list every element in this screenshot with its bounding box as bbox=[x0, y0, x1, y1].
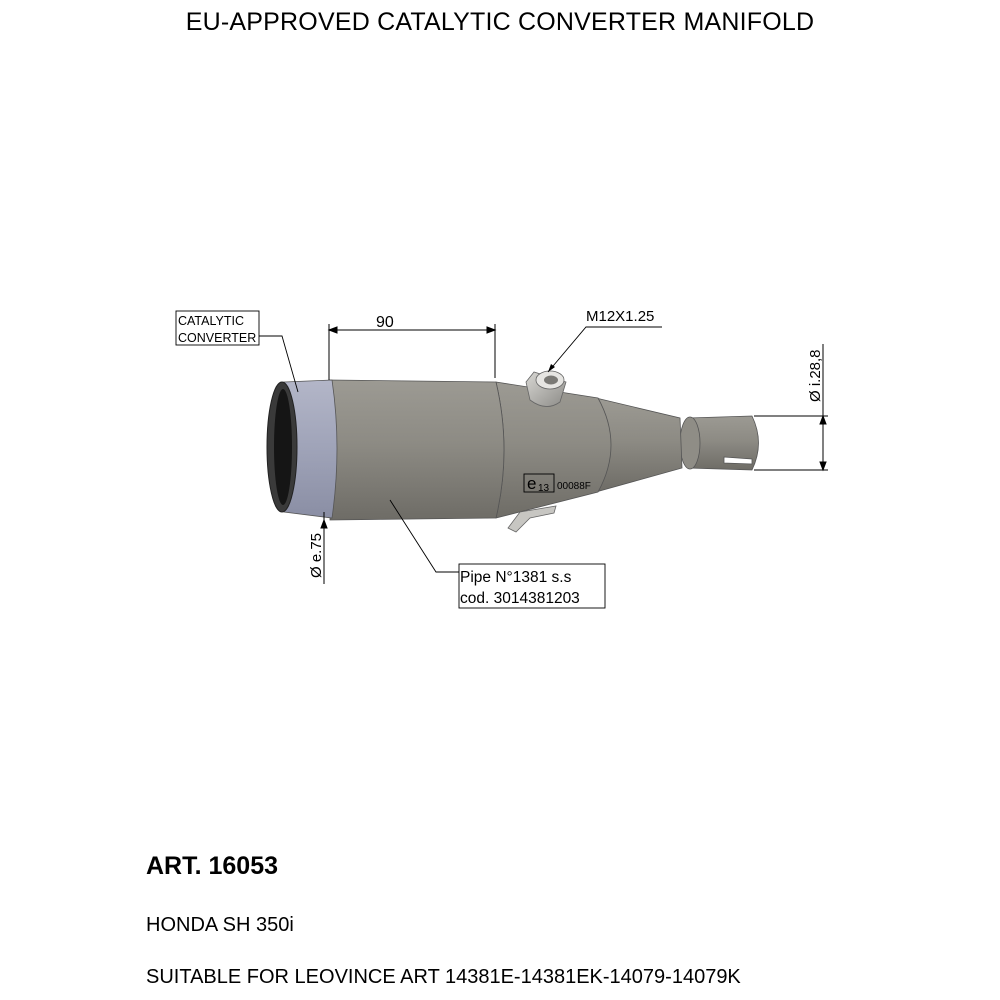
vehicle-model: HONDA SH 350i bbox=[146, 914, 294, 936]
inner-diameter-label: Ø i.28,8 bbox=[807, 349, 824, 402]
sensor-boss bbox=[526, 371, 566, 407]
outer-diameter-label: Ø e.75 bbox=[308, 532, 325, 578]
pipe-label-line2: cod. 3014381203 bbox=[460, 590, 580, 607]
dimension-length bbox=[329, 324, 495, 380]
thread-callout bbox=[548, 308, 662, 372]
pipe-label-line1: Pipe N°1381 s.s bbox=[460, 569, 572, 586]
catalytic-label-line1: CATALYTIC bbox=[178, 314, 244, 328]
exhaust-manifold bbox=[267, 371, 759, 532]
compatibility-note: SUITABLE FOR LEOVINCE ART 14381E-14381EK-14079-14079K bbox=[146, 966, 741, 988]
page-title: EU-APPROVED CATALYTIC CONVERTER MANIFOLD bbox=[185, 8, 815, 36]
homologation-mark: e bbox=[527, 474, 537, 493]
main-body bbox=[330, 380, 504, 520]
homologation-country: 13 bbox=[538, 483, 550, 494]
length-label: 90 bbox=[376, 314, 394, 331]
thread-label: M12X1.25 bbox=[586, 308, 655, 325]
homologation-number: 00088F bbox=[557, 481, 591, 492]
outlet-ring bbox=[680, 417, 700, 469]
article-number: ART. 16053 bbox=[146, 852, 279, 880]
catalytic-callout bbox=[176, 311, 298, 392]
catalytic-label-line2: CONVERTER bbox=[178, 331, 257, 345]
